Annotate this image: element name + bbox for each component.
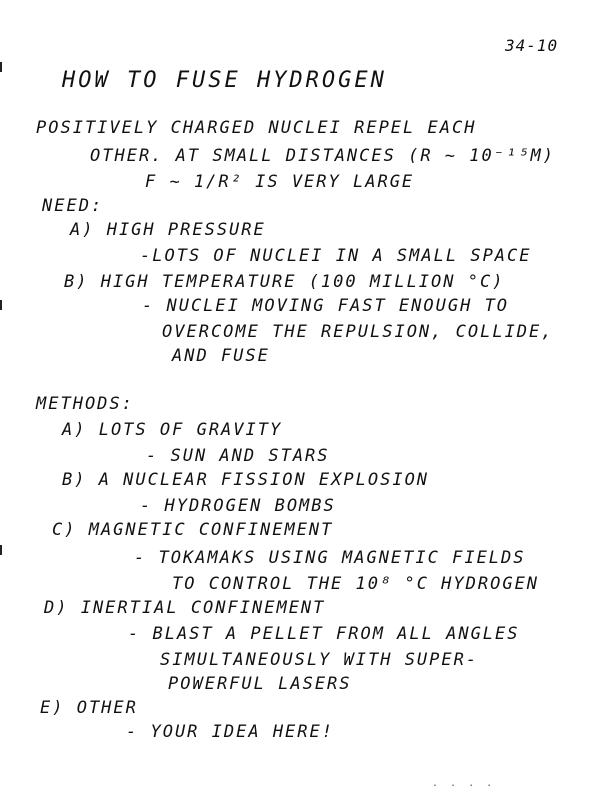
need-item-b-detail-3: AND FUSE	[172, 346, 270, 366]
need-heading: NEED:	[42, 196, 104, 216]
method-d-detail-1: - BLAST A PELLET FROM ALL ANGLES	[128, 624, 520, 644]
intro-line-1: POSITIVELY CHARGED NUCLEI REPEL EACH	[36, 118, 477, 138]
need-item-b: B) HIGH TEMPERATURE (100 MILLION °C)	[64, 272, 505, 292]
stray-marks: . . . .	[432, 778, 496, 789]
method-e-detail: - YOUR IDEA HERE!	[126, 722, 334, 742]
methods-heading: METHODS:	[36, 394, 134, 414]
method-d: D) INERTIAL CONFINEMENT	[44, 598, 326, 618]
method-a-detail: - SUN AND STARS	[146, 446, 330, 466]
intro-line-2: OTHER. AT SMALL DISTANCES (R ~ 10⁻¹⁵M)	[90, 146, 555, 166]
method-d-detail-3: POWERFUL LASERS	[168, 674, 352, 694]
method-b: B) A NUCLEAR FISSION EXPLOSION	[62, 470, 430, 490]
method-e: E) OTHER	[40, 698, 138, 718]
page-number: 34-10	[505, 36, 559, 55]
method-c-detail-2: TO CONTROL THE 10⁸ °C HYDROGEN	[172, 574, 540, 594]
need-item-a-detail: -LOTS OF NUCLEI IN A SMALL SPACE	[140, 246, 532, 266]
method-c: C) MAGNETIC CONFINEMENT	[52, 520, 334, 540]
method-a: A) LOTS OF GRAVITY	[62, 420, 283, 440]
method-d-detail-2: SIMULTANEOUSLY WITH SUPER-	[160, 650, 479, 670]
method-c-detail-1: - TOKAMAKS USING MAGNETIC FIELDS	[134, 548, 526, 568]
page-title: HOW TO FUSE HYDROGEN	[62, 68, 387, 93]
margin-mark	[0, 300, 2, 310]
margin-mark	[0, 545, 2, 555]
margin-mark	[0, 62, 2, 72]
method-b-detail: - HYDROGEN BOMBS	[140, 496, 336, 516]
need-item-b-detail-1: - NUCLEI MOVING FAST ENOUGH TO	[142, 296, 510, 316]
need-item-b-detail-2: OVERCOME THE REPULSION, COLLIDE,	[162, 322, 554, 342]
intro-line-3: F ~ 1/R² IS VERY LARGE	[145, 172, 415, 192]
need-item-a: A) HIGH PRESSURE	[70, 220, 266, 240]
